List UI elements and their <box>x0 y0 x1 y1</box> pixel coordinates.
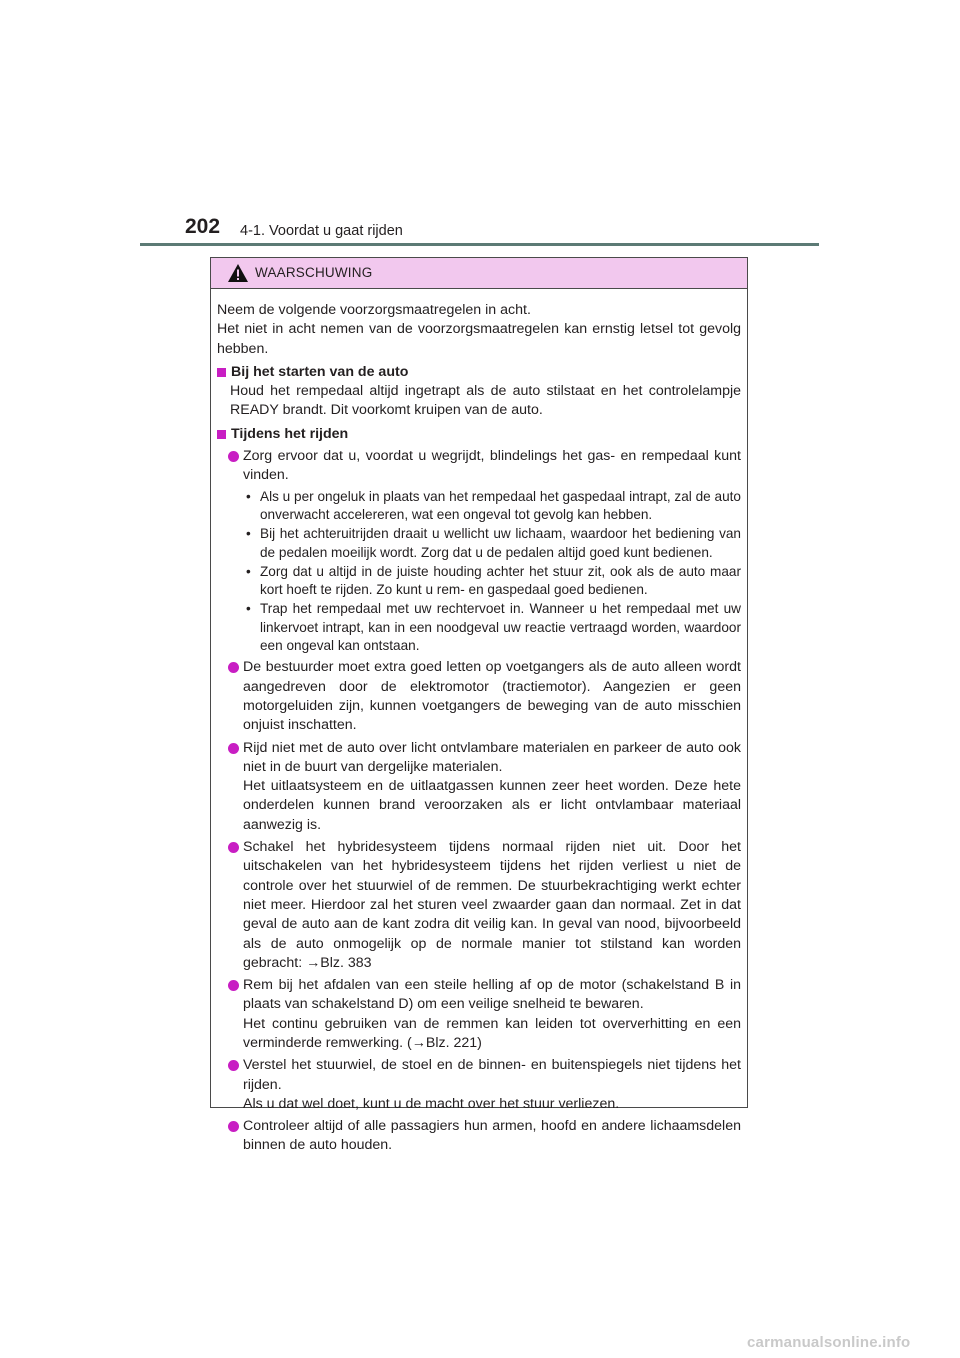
list-item <box>217 976 741 1053</box>
warning-triangle-icon <box>227 263 249 283</box>
circle-bullet-icon <box>228 743 239 754</box>
circle-bullet-icon <box>228 842 239 853</box>
sub-item-text: Trap het rempedaal met uw rechtervoet in. Wanneer u het rempedaal met uw linkervoet intrapt, kan in een noodgeval uw reactie vertraagd worden, waardoor een ongeval kan ontstaan. <box>260 601 741 654</box>
header-rule <box>140 243 819 246</box>
page-number: 202 <box>185 215 221 238</box>
sub-list <box>243 488 741 656</box>
sub-item-text: Als u per ongeluk in plaats van het rempedaal het gaspedaal intrapt, zal de auto onverwacht accelereren, wat een ongeval tot gevolg kan hebben. <box>260 488 741 522</box>
sub-list-item <box>243 525 741 562</box>
dot-marker-icon: • <box>246 526 251 542</box>
bullet-text: De bestuurder moet extra goed letten op voetgangers als de auto alleen wordt aangedreven door de elektromotor (tractiemotor). Aangezien er geen motorgeluiden zijn, kunnen voetgangers de beweging van de auto misschien onjuist inschatten. <box>243 659 741 734</box>
bullet-text: Het continu gebruiken van de remmen kan leiden tot oververhitting en een verminderde remwerking. (→Blz. 221) <box>243 1015 741 1051</box>
dot-marker-icon: • <box>246 563 251 579</box>
section-starting <box>217 363 741 421</box>
circle-bullet-icon <box>228 1060 239 1071</box>
warning-header <box>211 258 747 289</box>
square-bullet-icon <box>217 368 226 377</box>
sub-list-item <box>243 488 741 525</box>
page-header <box>0 0 960 250</box>
intro-line: Neem de volgende voorzorgsmaatregelen in acht. <box>217 302 531 318</box>
section-driving <box>217 425 741 1156</box>
circle-bullet-icon <box>228 662 239 673</box>
section-heading <box>217 363 741 382</box>
sub-list-item <box>243 600 741 655</box>
list-item <box>217 1117 741 1156</box>
section-heading-text: Tijdens het rijden <box>231 425 349 442</box>
bullet-text: Verstel het stuurwiel, de stoel en de binnen- en buitenspiegels niet tijdens het rijden. <box>243 1057 741 1093</box>
list-item <box>217 447 741 655</box>
bullet-text: Als u dat wel doet, kunt u de macht over het stuur verliezen. <box>243 1095 620 1112</box>
list-item <box>217 838 741 973</box>
section-text: Houd het rempedaal altijd ingetrapt als de auto stilstaat en het controlelampje READY brandt. Dit voorkomt kruipen van de auto. <box>230 383 741 419</box>
circle-bullet-icon <box>228 980 239 991</box>
list-item <box>217 658 741 735</box>
bullet-text: Rem bij het afdalen van een steile helling af op de motor (schakelstand B in plaats van schakelstand D) om een veilige snelheid te bewaren. <box>243 977 741 1013</box>
square-bullet-icon <box>217 430 226 439</box>
warning-intro <box>217 301 741 359</box>
section-heading <box>217 425 741 444</box>
bullet-text: Rijd niet met de auto over licht ontvlambare materialen en parkeer de auto ook niet in de buurt van dergelijke materialen. <box>243 739 741 775</box>
warning-box <box>210 257 748 1154</box>
bullet-text: Het uitlaatsysteem en de uitlaatgassen kunnen zeer heet worden. Deze hete onderdelen kunnen brand veroorzaken als er licht ontvlambaar materiaal aanwezig is. <box>243 778 741 833</box>
sub-list-item <box>243 563 741 600</box>
bullet-text: Schakel het hybridesysteem tijdens normaal rijden niet uit. Door het uitschakelen van het hybridesysteem tijdens het rijden verliest u niet de controle over het stuurwiel of de remmen. De stuurbekrachtiging werkt echter niet meer. Hierdoor zal het sturen veel zwaarder gaan dan normaal. Zet in dat geval de auto aan de kant zodra dit veilig kan. In geval van nood, bijvoorbeeld als de auto onmogelijk op de normale manier tot stilstand kan worden gebracht: →Blz. 383 <box>243 839 741 971</box>
sub-item-text: Zorg dat u altijd in de juiste houding achter het stuur zit, ook als de auto maar kort hoeft te rijden. Zo kunt u rem- en gaspedaal goed bedienen. <box>260 563 741 598</box>
intro-line: Het niet in acht nemen van de voorzorgsmaatregelen kan ernstig letsel tot gevolg hebben. <box>217 321 741 357</box>
warning-body <box>211 289 747 1156</box>
dot-marker-icon: • <box>246 601 251 617</box>
watermark: carmanualsonline.info <box>747 1334 911 1351</box>
warning-label: WAARSCHUWING <box>255 265 373 280</box>
circle-bullet-icon <box>228 451 239 462</box>
dot-marker-icon: • <box>246 488 251 504</box>
list-item <box>217 739 741 835</box>
section-title: 4-1. Voordat u gaat rijden <box>240 223 403 239</box>
circle-bullet-icon <box>228 1121 239 1132</box>
list-item <box>217 1056 741 1114</box>
bullet-text: Zorg ervoor dat u, voordat u wegrijdt, blindelings het gas- en rempedaal kunt vinden. <box>243 448 741 484</box>
bullet-text: Controleer altijd of alle passagiers hun armen, hoofd en andere lichaamsdelen binnen de auto houden. <box>243 1118 741 1154</box>
sub-item-text: Bij het achteruitrijden draait u wellicht uw lichaam, waardoor het bediening van de pedalen moeilijk wordt. Zorg dat u de pedalen altijd goed kunt bedienen. <box>260 526 741 560</box>
section-heading-text: Bij het starten van de auto <box>231 363 409 380</box>
